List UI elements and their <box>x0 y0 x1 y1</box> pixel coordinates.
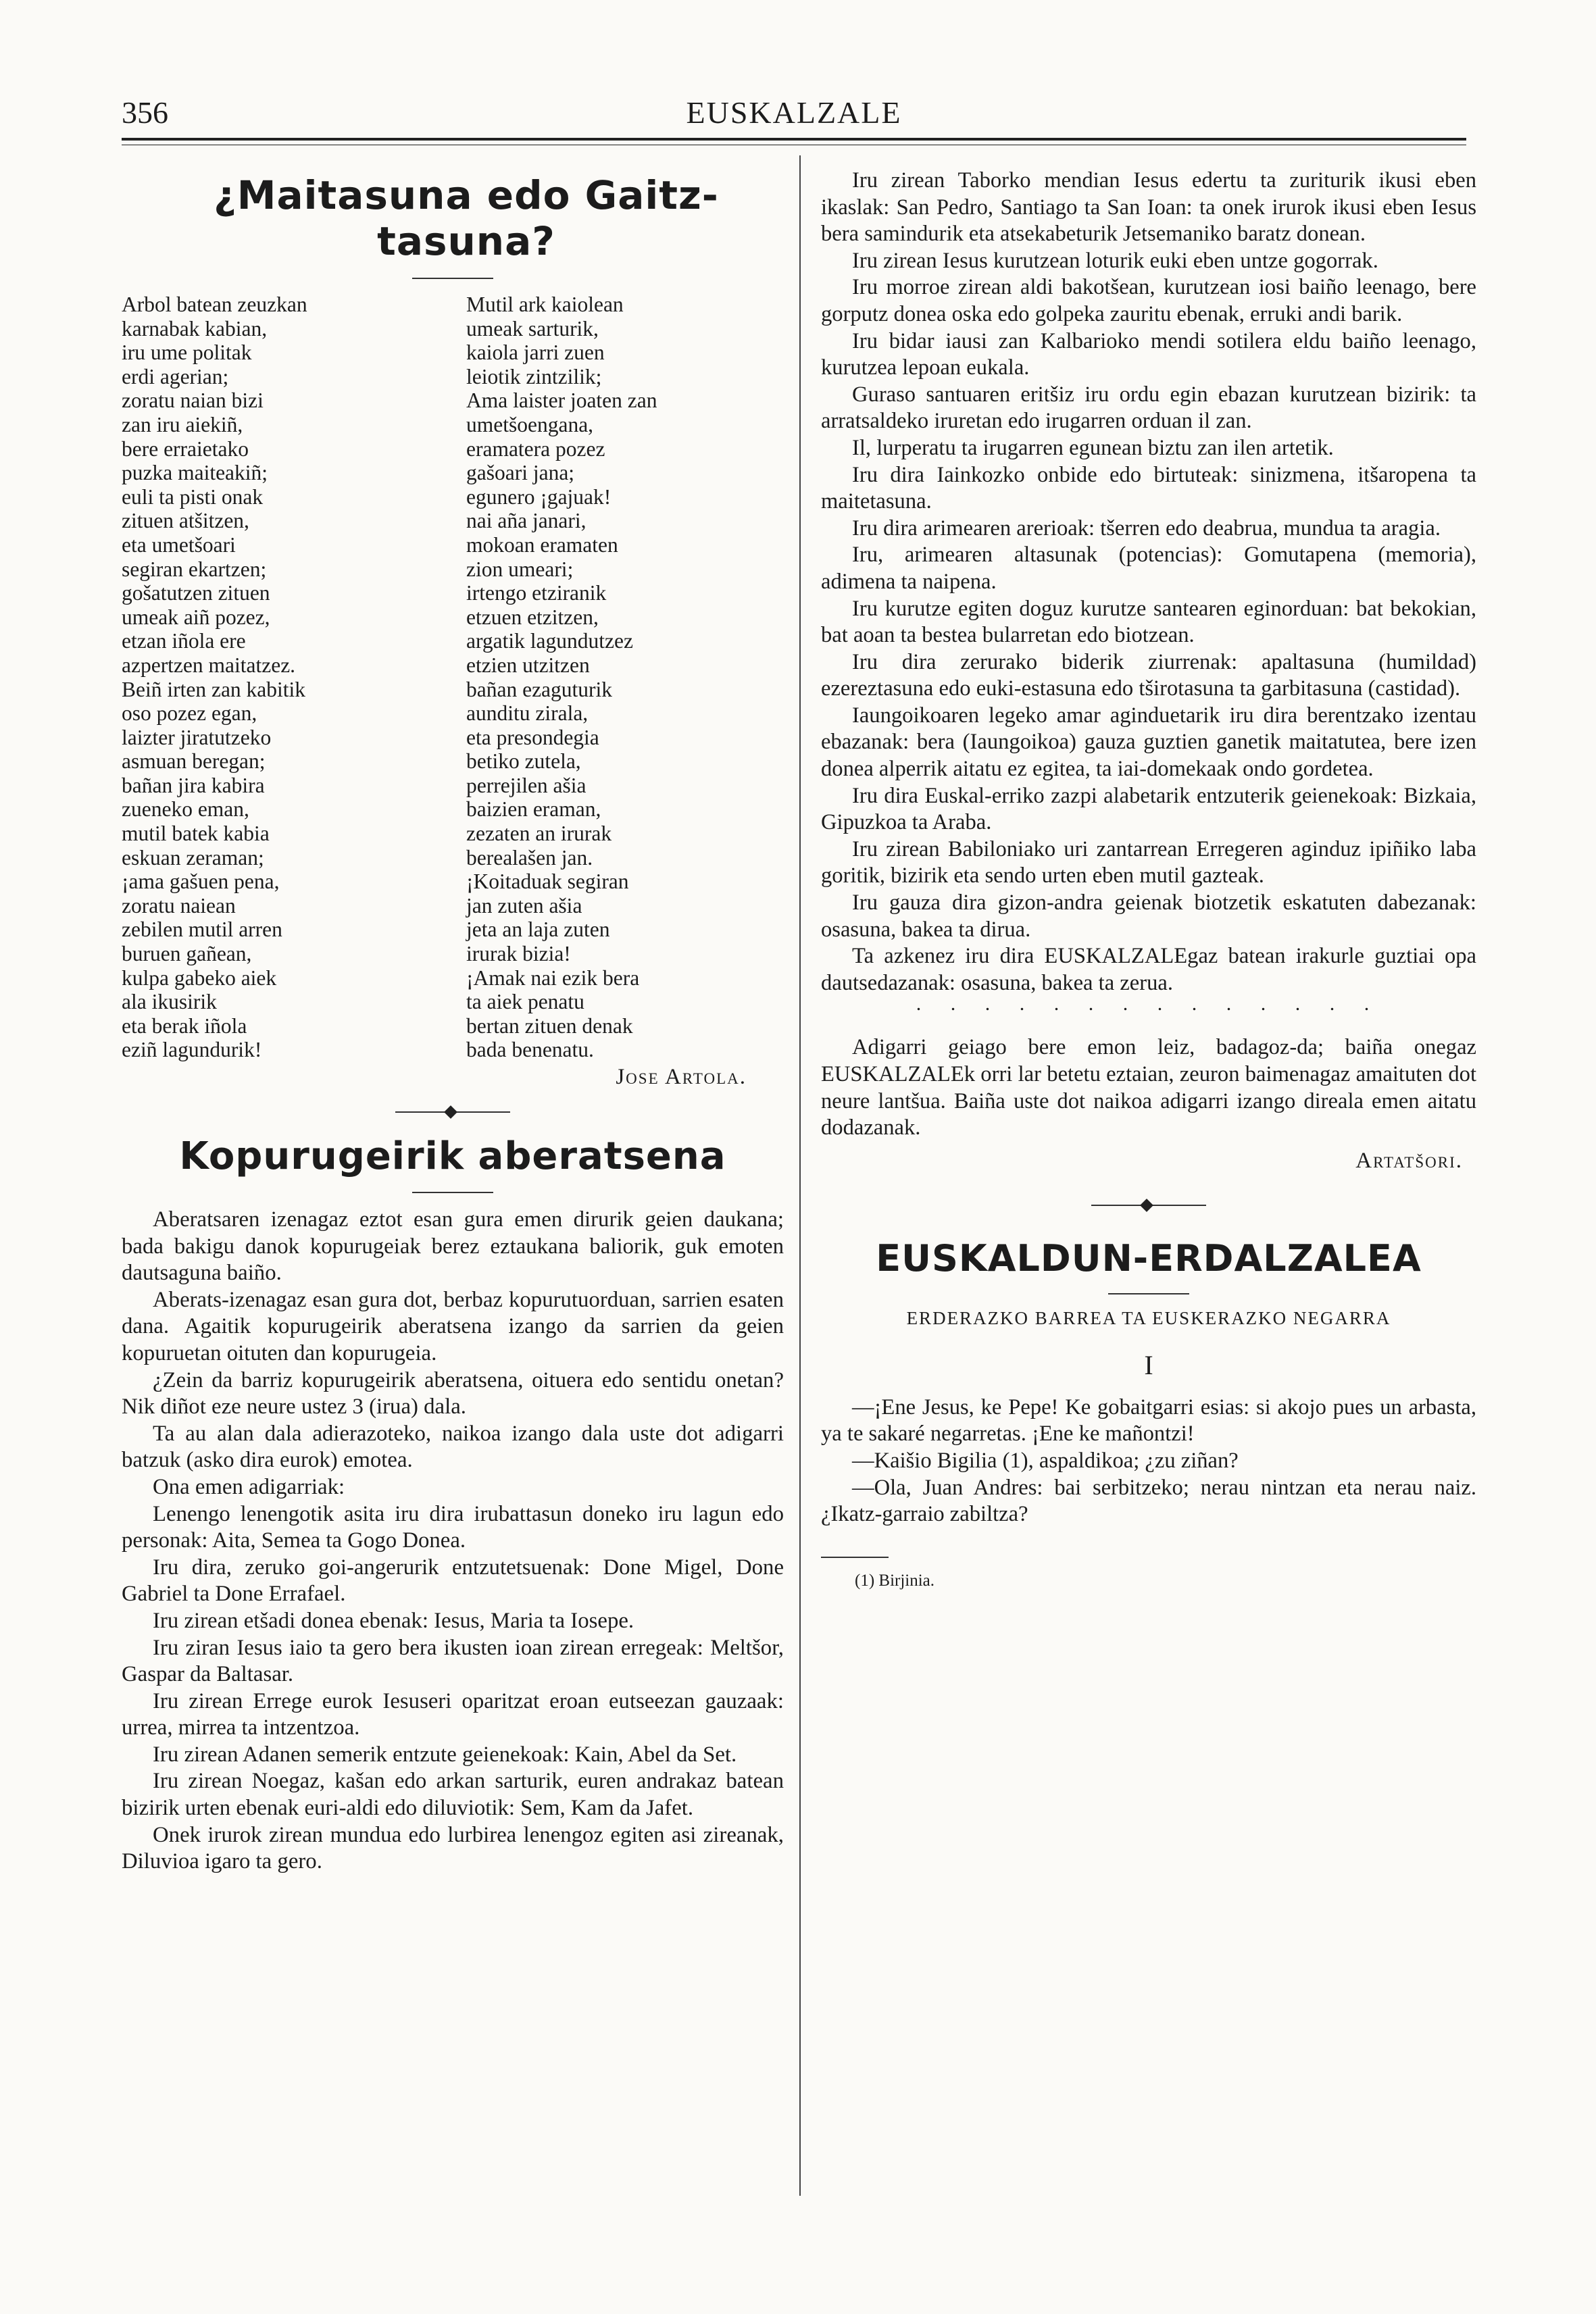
poem-line: bere erraietako <box>122 436 249 461</box>
paragraph: Iru zirean etšadi donea ebenak: Iesus, Maria ta Iosepe. <box>153 1608 634 1633</box>
poem-line: Arbol batean zeuzkan <box>122 293 307 316</box>
column-divider <box>799 155 801 2196</box>
poem-line: jeta an laja zuten <box>466 917 610 942</box>
poem-line: aunditu zirala, <box>466 701 589 726</box>
poem-line: oso pozez egan, <box>122 701 257 726</box>
paragraph: Iru ziran Iesus iaio ta gero bera ikusten ioan zirean erregeak: Meltšor, Gaspar da Baltasar. <box>122 1635 784 1687</box>
paragraph: —Kaišio Bigilia (1), aspaldikoa; ¿zu ziñan? <box>852 1448 1239 1473</box>
paragraph: Adigarri geiago bere emon leiz, badagoz-da; baiña onegaz EUSKALZALEk orri lar betetu eztaian, zeuron baimenagaz amaituten dot neure lantšua. Baiña uste dot naikoa adigarri izango direala emen aitatu dodazanak. <box>821 1035 1476 1140</box>
poem-line: puzka maiteakiñ; <box>122 461 268 485</box>
paragraph: Aberatsaren izenagaz eztot esan gura emen dirurik geien daukana; bada bakigu danok kopurugeiak berez eztaukana baliorik, guk emoten dautsaguna baiño. <box>122 1207 784 1286</box>
poem-line: Beiñ irten zan kabitik <box>122 677 306 701</box>
article-body-continued <box>821 168 1476 997</box>
poem-line: euli ta pisti onak <box>122 484 264 509</box>
page-header <box>122 88 1466 135</box>
paragraph: Iru morroe zirean aldi bakotšean, kurutzean iosi baiño leenago, bere gorputz donea oska edo golpeka zauritu ebenak, erruki andi barik. <box>821 275 1476 326</box>
running-title: EUSKALZALE <box>686 95 902 130</box>
poem-line: Mutil ark kaiolean <box>466 293 624 316</box>
poem <box>122 293 784 1062</box>
poem-line: bada benenatu. <box>466 1038 594 1062</box>
left-column <box>122 172 784 1876</box>
paragraph: Iru zirean Taborko mendian Iesus edertu ta zuriturik ikusi eben ikaslak: San Pedro, Santiago ta San Ioan: ta onek irurok ikusi eben Iesus bera samindurik eta atsekabeturik Jetsemaniko baratz donean. <box>821 168 1476 247</box>
poem-line: bertan zituen denak <box>466 1013 633 1038</box>
poem-line: eziñ lagundurik! <box>122 1038 262 1062</box>
paragraph: Iru zirean Iesus kurutzean loturik euki eben untze gogorrak. <box>852 248 1378 273</box>
paragraph: Iru, arimearen altasunak (potencias): Gomutapena (memoria), adimena ta naipena. <box>821 543 1476 594</box>
poem-line: eta presondegia <box>466 725 599 749</box>
right-column <box>821 168 1476 1590</box>
title-rule <box>1108 1293 1189 1294</box>
poem-line: mokoan eramaten <box>466 532 618 557</box>
title-rule <box>412 1192 493 1193</box>
article-title-kopurugeirik: Kopurugeirik aberatsena <box>179 1134 726 1178</box>
poem-line: eta berak iñola <box>122 1013 247 1038</box>
poem-line: Ama laister joaten zan <box>466 388 657 413</box>
poem-line: leiotik zintzilik; <box>466 364 602 388</box>
paragraph: Iru dira, zeruko goi-angerurik entzutetsuenak: Done Migel, Done Gabriel ta Done Errafael. <box>122 1555 784 1607</box>
poem-line: nai aña janari, <box>466 509 587 533</box>
poem-line: bañan ezaguturik <box>466 677 613 701</box>
paragraph: Ta azkenez iru dira EUSKALZALEgaz batean irakurle guztiai opa dautsedazanak: osasuna, bakea ta zerua. <box>821 944 1476 995</box>
closing-paragraph <box>821 1034 1476 1141</box>
paragraph: Onek irurok zirean mundua edo lurbirea lenengoz egiten asi zireanak, Diluvioa igaro ta gero. <box>122 1822 784 1874</box>
footnote-rule <box>821 1557 889 1558</box>
poem-line: baizien eraman, <box>466 797 601 822</box>
poem-line: egunero ¡gajuak! <box>466 484 612 509</box>
article-body-euskaldun <box>821 1394 1476 1528</box>
poem-line: zoratu naiean <box>122 893 236 917</box>
paragraph: Iru zirean Errege eurok Iesuseri oparitzat eroan eutseezan gauzaak: urrea, mirrea ta intzentzoa. <box>122 1688 784 1740</box>
poem-line: iru ume politak <box>122 341 252 365</box>
paragraph: Iru zirean Adanen semerik entzute geienekoak: Kain, Abel da Set. <box>153 1742 737 1767</box>
section-ornament <box>395 1107 510 1117</box>
article-signature: Artatšori. <box>1355 1148 1463 1173</box>
paragraph: ¿Zein da barriz kopurugeirik aberatsena, oituera edo sentidu onetan? Nik diñot eze neure ustez 3 (irua) dala. <box>122 1367 784 1419</box>
paragraph: Il, lurperatu ta irugarren egunean biztu zan ilen artetik. <box>852 435 1334 460</box>
paragraph: Ona emen adigarriak: <box>153 1474 345 1499</box>
paragraph: Iru zirean Babiloniako uri zantarrean Erregeren aginduz ipiñiko laba goritik, bizirik eta sendo urten eben mutil gazteak. <box>821 836 1476 888</box>
poem-line: zion umeari; <box>466 557 574 581</box>
poem-line: kaiola jarri zuen <box>466 341 605 365</box>
poem-line: zueneko eman, <box>122 797 249 822</box>
poem-line: asmuan beregan; <box>122 749 266 774</box>
poem-line: jan zuten ašia <box>466 893 582 917</box>
poem-line: zituen atšitzen, <box>122 509 249 533</box>
poem-line: ¡ama gašuen pena, <box>122 870 280 894</box>
paragraph: —¡Ene Jesus, ke Pepe! Ke gobaitgarri esias: si akojo pues un arbasta, ya te sakaré negarretas. ¡Ene ke mañontzi! <box>821 1394 1476 1447</box>
poem-signature: Jose Artola. <box>616 1065 747 1089</box>
header-rule <box>122 138 1466 145</box>
poem-line: mutil batek kabia <box>122 822 270 846</box>
poem-line: gašoari jana; <box>466 461 575 485</box>
title-rule <box>412 278 493 279</box>
poem-line: azpertzen maitatzez. <box>122 653 296 677</box>
paragraph: —Ola, Juan Andres: bai serbitzeko; nerau nintzan eta nerau naiz. ¿Ikatz-garraio zabiltza? <box>821 1475 1476 1527</box>
paragraph: Iru dira arimearen arerioak: tšerren edo deabrua, mundua ta aragia. <box>852 515 1441 540</box>
footnote: (1) Birjinia. <box>855 1571 935 1590</box>
poem-line: etzuen etzitzen, <box>466 605 599 629</box>
paragraph: Ta au alan dala adierazoteko, naikoa izango dala uste dot adigarri batzuk (asko dira eurok) emotea. <box>122 1421 784 1473</box>
paragraph: Iru kurutze egiten doguz kurutze santearen eginorduan: bat bekokian, bat aoan ta bestea bularretan edo biotzean. <box>821 596 1476 648</box>
section-number: I <box>1144 1349 1153 1380</box>
poem-line: etzien utzitzen <box>466 653 590 677</box>
poem-line: gošatutzen zituen <box>122 581 270 605</box>
poem-line: ta aiek penatu <box>466 990 584 1014</box>
poem-line: buruen gañean, <box>122 942 252 966</box>
poem-line: zan iru aiekiñ, <box>122 412 243 436</box>
poem-line: betiko zutela, <box>466 749 581 774</box>
poem-line: zebilen mutil arren <box>122 917 282 942</box>
poem-line: argatik lagundutzez <box>466 629 633 653</box>
poem-line: umeak aiñ pozez, <box>122 605 270 629</box>
poem-line: erdi agerian; <box>122 364 229 388</box>
section-ornament <box>1091 1201 1206 1210</box>
poem-line: perrejilen ašia <box>466 773 587 797</box>
paragraph: Iaungoikoaren legeko amar aginduetarik iru dira berentzako izentau ebazanak: bera (Iaungoikoa) gauza guztien ganetik maitatutea, bere izen donea alperrik aitatu ez egitea, ta iai-domekaak ondo gordetea. <box>821 703 1476 782</box>
poem-line: ala ikusirik <box>122 990 217 1014</box>
paragraph: Aberats-izenagaz esan gura dot, berbaz kopurutuorduan, sarrien esaten dana. Agaitik kopurugeirik aberatsena izango da sarrien da geien kopuruetan oituten dan kopurugeia. <box>122 1287 784 1365</box>
paragraph: Iru zirean Noegaz, kašan edo arkan sarturik, euren andrakaz batean bizirik urten ebenak euri-aldi edo diluviotik: Sem, Kam da Jafet. <box>122 1769 784 1821</box>
poem-line: zezaten an irurak <box>466 822 612 846</box>
poem-line: zoratu naian bizi <box>122 388 264 413</box>
poem-line: ¡Amak nai ezik bera <box>466 965 640 990</box>
poem-line: umeak sarturik, <box>466 316 599 341</box>
separator-dots: . . . . . . . . . . . . . . <box>916 992 1382 1015</box>
poem-line: irtengo etziranik <box>466 581 607 605</box>
poem-line: eramatera pozez <box>466 436 605 461</box>
paragraph: Iru dira Iainkozko onbide edo birtuteak: sinizmena, itšaropena ta maitetasuna. <box>821 462 1476 514</box>
poem-line: segiran ekartzen; <box>122 557 267 581</box>
article-subtitle: ERDERAZKO BARREA TA EUSKERAZKO NEGARRA <box>906 1307 1391 1328</box>
poem-line: etzan iñola ere <box>122 629 246 653</box>
poem-column-right <box>466 293 784 1062</box>
paragraph: Guraso santuaren eritšiz iru ordu egin ebazan kurutzean bizirik: ta arratsaldeko iruretan edo irugarren orduan il zan. <box>821 382 1476 434</box>
paragraph: Iru dira zerurako biderik ziurrenak: apaltasuna (humildad) ezereztasuna edo euki-estasuna edo tširotasuna ta garbitasuna (castidad). <box>821 649 1476 701</box>
poem-line: karnabak kabian, <box>122 316 268 341</box>
poem-line: irurak bizia! <box>466 942 571 966</box>
poem-column-left <box>122 293 439 1062</box>
poem-line: bañan jira kabira <box>122 773 265 797</box>
article-title-euskaldun-erdalzalea: EUSKALDUN-ERDALZALEA <box>876 1236 1422 1280</box>
article-body-kopurugeirik <box>122 1207 784 1876</box>
article-title-maitasuna: ¿Maitasuna edo Gaitz-tasuna? <box>214 172 719 264</box>
poem-line: umetšoengana, <box>466 412 594 436</box>
page-number: 356 <box>122 95 168 130</box>
paragraph: Iru bidar iausi zan Kalbarioko mendi sotilera eldu baiño leenago, kurutzea lepoan eukala. <box>821 328 1476 380</box>
poem-line: laizter jiratutzeko <box>122 725 272 749</box>
poem-line: eskuan zeraman; <box>122 845 264 870</box>
paragraph: Iru gauza dira gizon-andra geienak biotzetik eskatuten dabezanak: osasuna, bakea ta dirua. <box>821 890 1476 942</box>
poem-line: kulpa gabeko aiek <box>122 965 277 990</box>
poem-line: eta umetšoari <box>122 532 236 557</box>
paragraph: Iru dira Euskal-erriko zazpi alabetarik entzuterik geienekoak: Bizkaia, Gipuzkoa ta Araba. <box>821 783 1476 835</box>
poem-line: berealašen jan. <box>466 845 593 870</box>
poem-line: ¡Koitaduak segiran <box>466 870 629 894</box>
paragraph: Lenengo lenengotik asita iru dira irubattasun doneko iru lagun edo personak: Aita, Semea ta Gogo Donea. <box>122 1501 784 1553</box>
